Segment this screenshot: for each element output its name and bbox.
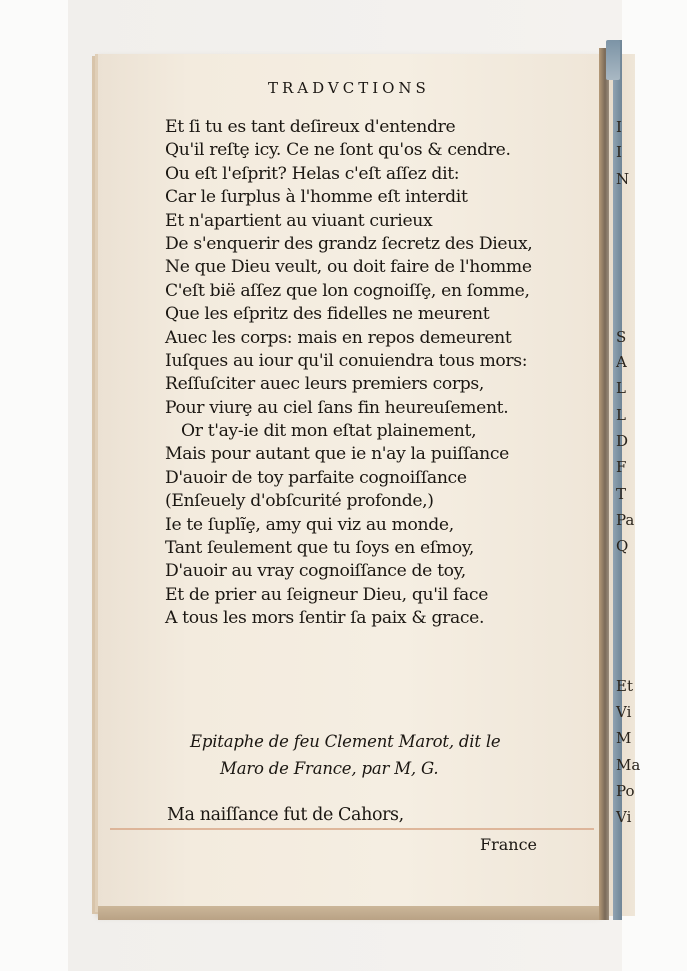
facing-fragment: S — [616, 328, 627, 346]
epitaph-heading-line: Epitaphe de feu Clement Marot, dit le — [190, 732, 501, 751]
facing-fragment: D — [616, 432, 629, 450]
epitaph-heading-line: Maro de France, par M, G. — [220, 759, 439, 778]
verse-line: Auec les corps: mais en repos demeurent — [165, 327, 512, 348]
facing-fragment: Ma — [616, 756, 641, 774]
running-head: TRADVCTIONS — [268, 79, 430, 97]
facing-fragment: T — [616, 485, 627, 503]
facing-fragment: Vi — [616, 808, 632, 826]
facing-fragment: Et — [616, 677, 633, 695]
verse-line: C'eſt bië aſſez que lon cognoiſſȩ, en ſomme, — [165, 280, 530, 301]
verse-line: Et n'apartient au viuant curieux — [165, 210, 433, 231]
facing-fragment: L — [616, 379, 626, 397]
verse-line: Pour viurȩ au ciel ſans fin heureuſement. — [165, 397, 509, 418]
verse-line: Reſſuſciter auec leurs premiers corps, — [165, 374, 484, 395]
verse-line: Or t'ay-ie dit mon eſtat plainement, — [181, 421, 477, 442]
facing-fragment: Pa — [616, 511, 635, 529]
facing-fragment: I — [616, 143, 622, 161]
bottom-rule — [110, 828, 594, 830]
verse-block — [165, 116, 605, 631]
verse-line: Ie te ſuplĩȩ, amy qui viz au monde, — [165, 514, 454, 535]
catchword: France — [480, 835, 538, 854]
verse-line: Que les eſpritz des fidelles ne meurent — [165, 304, 490, 325]
verse-line: A tous les mors ſentir ſa paix & grace. — [165, 608, 485, 629]
facing-fragment: Vi — [616, 703, 632, 721]
verse-line: Iuſques au iour qu'il conuiendra tous mors: — [165, 350, 528, 371]
epitaph-heading — [190, 728, 500, 782]
epitaph-first-line: Ma naiſſance fut de Cahors, — [167, 805, 404, 825]
page-bottom-edge — [98, 906, 606, 920]
facing-page-text — [616, 0, 641, 971]
facing-fragment: N — [616, 170, 630, 188]
verse-line: De s'enquerir des grandz ſecretz des Dieux, — [165, 233, 533, 254]
verse-line: Et ſi tu es tant deſireux d'entendre — [165, 117, 456, 137]
facing-fragment: A — [616, 353, 627, 371]
verse-line: Tant ſeulement que tu ſoys en eſmoy, — [165, 538, 475, 559]
facing-fragment: F — [616, 458, 627, 476]
verse-line: D'auoir au vray cognoiſſance de toy, — [165, 561, 466, 582]
verse-line: D'auoir de toy parfaite cognoiſſance — [165, 467, 467, 488]
verse-line: Car le ſurplus à l'homme eſt interdit — [165, 187, 468, 208]
facing-fragment: L — [616, 406, 626, 424]
facing-fragment: M — [616, 729, 632, 747]
facing-fragment: Q — [616, 537, 629, 555]
verse-line: Ou eſt l'eſprit? Helas c'eſt aſſez dit: — [165, 163, 460, 184]
facing-fragment: I — [616, 118, 622, 136]
verse-line: Ne que Dieu veult, ou doit faire de l'homme — [165, 257, 532, 278]
verse-line: Et de prier au ſeigneur Dieu, qu'il face — [165, 584, 489, 605]
verse-line: Qu'il reſtȩ icy. Ce ne ſont qu'os & cendre. — [165, 140, 511, 161]
facing-fragment: Po — [616, 782, 635, 800]
verse-line: (Enſeuely d'obſcurité profonde,) — [165, 491, 434, 512]
verse-line: Mais pour autant que ie n'ay la puiſſance — [165, 444, 509, 465]
